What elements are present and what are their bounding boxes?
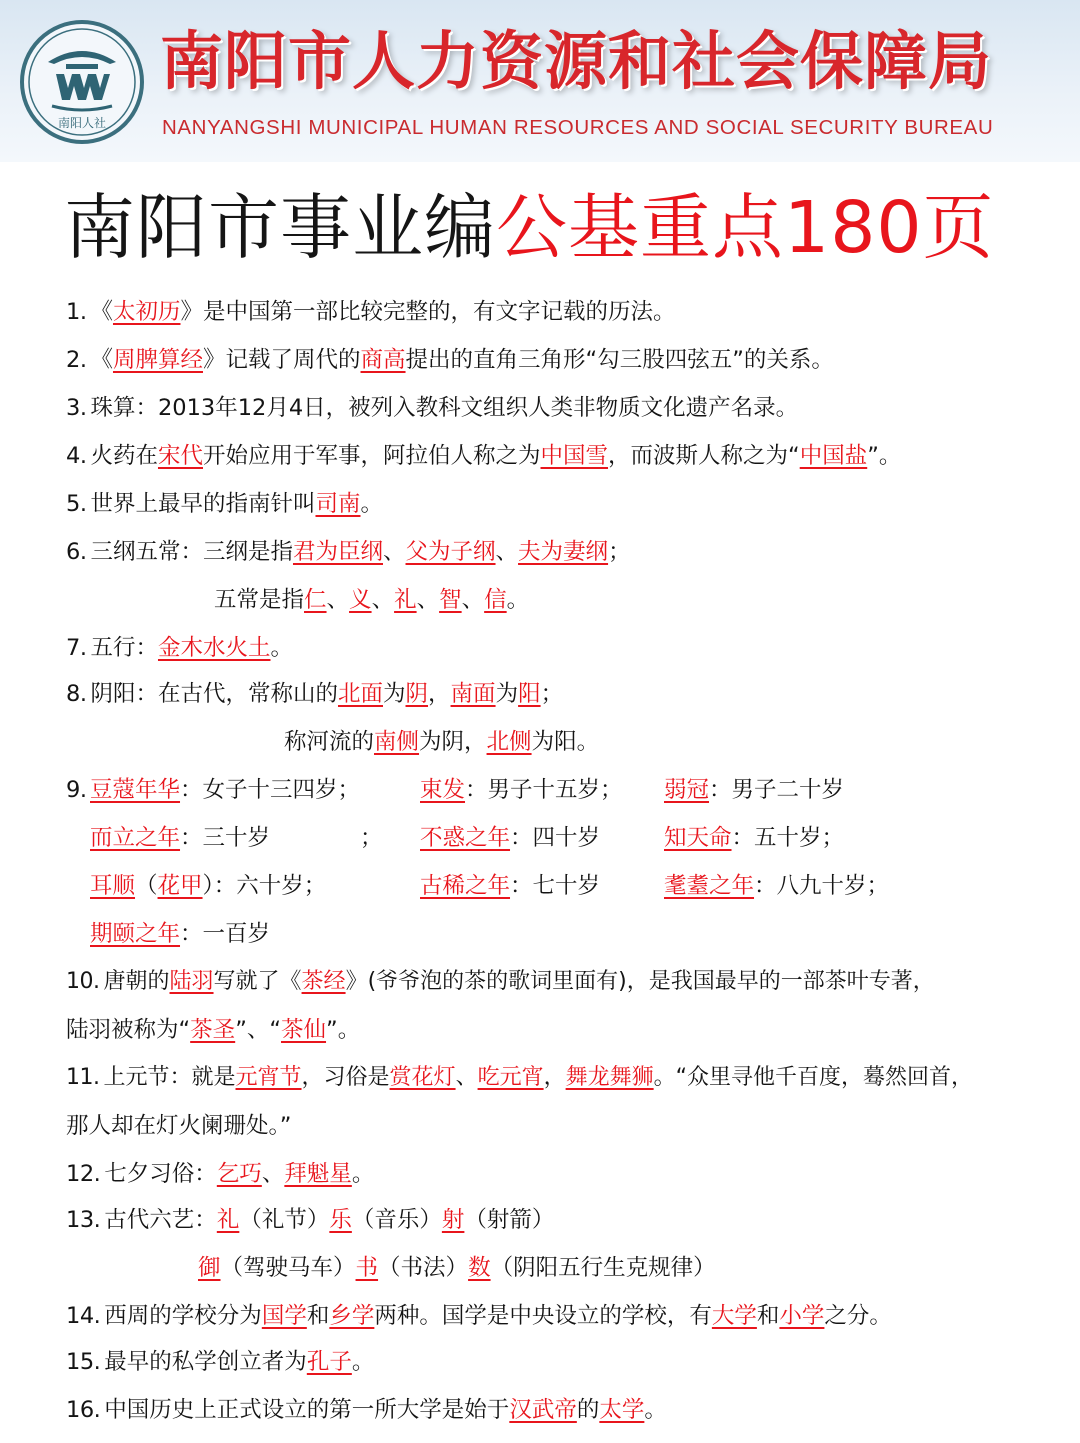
item-text: 提出的直角三角形“勾三股四弦五”的关系。 [405, 347, 834, 373]
item-text: 、 [371, 587, 395, 613]
key-term: 茶仙 [281, 1017, 327, 1043]
item-text: ； [608, 539, 631, 565]
key-term: 礼 [216, 1207, 240, 1233]
item-text: ：男子二十岁 [709, 777, 845, 803]
item-number: 12. [66, 1161, 101, 1187]
item-text: （驾驶马车） [220, 1255, 356, 1281]
item-number: 3. [66, 395, 87, 421]
item-number: 5. [66, 491, 87, 517]
item-text: ”。 [326, 1017, 361, 1043]
key-term: 小学 [779, 1303, 825, 1329]
key-term: 中国盐 [799, 443, 868, 469]
key-term: 茶圣 [190, 1017, 236, 1043]
key-term: 信 [484, 587, 507, 613]
list-item [66, 1200, 554, 1240]
key-term: 司南 [315, 491, 361, 517]
item-text: （礼节） [239, 1207, 330, 1233]
item-text: 写就了《 [213, 969, 302, 994]
key-term: 乡学 [329, 1303, 375, 1329]
key-term: 元宵节 [235, 1065, 302, 1090]
list-item-continued [66, 1010, 360, 1050]
item-text: ：三十岁 [180, 825, 271, 851]
item-text: 。 [360, 491, 384, 517]
key-term: 乞巧 [216, 1161, 262, 1187]
item-text: 珠算：2013年12月4日，被列入教科文组织人类非物质文化遗产名录。 [90, 395, 799, 421]
list-item-continued [198, 1248, 716, 1288]
title-part-black: 南阳市事业编 [64, 186, 497, 269]
item-number: 14. [66, 1303, 101, 1329]
key-term: 宋代 [157, 443, 203, 469]
key-term: 太初历 [112, 299, 181, 325]
list-item [66, 340, 834, 380]
age-term [656, 866, 889, 906]
item-text: 、 [261, 1161, 285, 1187]
item-text: 、 [383, 539, 406, 565]
key-term: 数 [468, 1255, 491, 1281]
item-number: 16. [66, 1397, 101, 1423]
key-term: 南侧 [374, 729, 420, 755]
item-text: 三纲五常：三纲是指 [90, 539, 293, 565]
key-term: 国学 [261, 1303, 307, 1329]
list-item [66, 674, 563, 714]
age-term [420, 866, 600, 906]
key-term: 太学 [599, 1397, 645, 1423]
key-term: 束发 [420, 777, 466, 803]
key-term: 期颐之年 [90, 921, 181, 947]
item-text: ，习俗是 [301, 1065, 390, 1090]
item-text: 最早的私学创立者为 [104, 1349, 307, 1375]
key-term: 夫为妻纲 [518, 539, 609, 565]
item-text: 《 [90, 299, 113, 325]
item-text: 七夕习俗： [104, 1161, 217, 1187]
item-number: 9. [66, 777, 87, 803]
key-term: 阴 [405, 681, 429, 707]
key-term: 而立之年 [90, 825, 181, 851]
list-item-continued [66, 1106, 291, 1146]
age-term [420, 770, 623, 810]
item-text: 、 [461, 587, 485, 613]
key-term: 乐 [329, 1207, 352, 1233]
item-text: 、 [416, 587, 440, 613]
item-text: ； [540, 681, 564, 707]
org-name: 南阳市人力资源和社会保障局 [160, 25, 992, 98]
item-text: 两种。国学是中央设立的学校，有 [374, 1303, 712, 1329]
item-text: 为阳。 [531, 729, 600, 755]
key-term: 商高 [360, 347, 406, 373]
item-text: 陆羽被称为“ [66, 1017, 191, 1043]
item-text: ； [360, 825, 383, 851]
key-term: 御 [198, 1255, 221, 1281]
item-text: 为 [495, 681, 519, 707]
age-term [664, 770, 844, 810]
key-term: 汉武帝 [509, 1397, 577, 1423]
key-term: 北侧 [486, 729, 532, 755]
key-term: 君为臣纲 [292, 539, 383, 565]
key-term: 陆羽 [169, 969, 214, 994]
key-term: 阳 [518, 681, 541, 707]
key-term: 孔子 [306, 1349, 352, 1375]
key-term: 仁 [304, 587, 327, 613]
item-text: ， [543, 1065, 566, 1090]
item-text: 唐朝的 [103, 969, 170, 994]
list-item-continued [214, 580, 529, 620]
item-number: 1. [66, 299, 87, 325]
list-item [66, 532, 631, 572]
age-term [420, 818, 600, 858]
list-item [66, 484, 383, 524]
item-text: （阴阳五行生克规律） [490, 1255, 716, 1281]
item-text: 阴阳：在古代，常称山的 [90, 681, 338, 707]
item-text: 《 [90, 347, 113, 373]
list-item [66, 1154, 374, 1194]
item-text: 、 [455, 1065, 478, 1090]
key-term: 父为子纲 [405, 539, 496, 565]
item-text: 古代六艺： [104, 1207, 217, 1233]
item-text: 。 [506, 587, 530, 613]
page-title [64, 178, 995, 278]
list-item [66, 1342, 374, 1382]
org-name-en: NANYANGSHI MUNICIPAL HUMAN RESOURCES AND SOCIAL SECURITY BUREAU [162, 116, 994, 139]
key-term: 知天命 [664, 825, 732, 851]
item-text: 》是中国第一部比较完整的，有文字记载的历法。 [180, 299, 676, 325]
item-text: 为阴， [419, 729, 487, 755]
item-text: ：男子十五岁； [465, 777, 623, 803]
item-text: 中国历史上正式设立的第一所大学是始于 [104, 1397, 510, 1423]
item-text: 和 [306, 1303, 330, 1329]
item-text: ：七十岁 [510, 873, 601, 899]
item-text: （书法） [378, 1255, 469, 1281]
item-text: ”。 [867, 443, 902, 469]
key-term: 智 [439, 587, 462, 613]
age-term [664, 818, 844, 858]
item-text: 火药在 [90, 443, 158, 469]
age-term [90, 770, 360, 810]
item-text: 的 [576, 1397, 600, 1423]
item-text: 称河流的 [284, 729, 375, 755]
item-number: 2. [66, 347, 87, 373]
key-term: 大学 [711, 1303, 757, 1329]
logo-caption: 南阳人社 [57, 116, 106, 130]
item-text: ）：六十岁； [202, 873, 327, 899]
item-text: 五常是指 [214, 587, 305, 613]
item-text: （ [135, 873, 158, 899]
key-term: 射 [441, 1207, 465, 1233]
item-text: 五行： [90, 635, 158, 661]
header-banner [0, 0, 1080, 162]
age-term [90, 866, 326, 906]
item-number: 7. [66, 635, 87, 661]
item-number: 11. [66, 1065, 100, 1090]
key-term: 豆蔻年华 [90, 777, 181, 803]
item-text: 西周的学校分为 [104, 1303, 262, 1329]
bureau-logo [18, 18, 146, 146]
item-text: ， [428, 681, 451, 707]
item-text: 上元节：就是 [103, 1065, 236, 1090]
item-text: ：女子十三四岁； [180, 777, 361, 803]
age-terms-row-2 [66, 818, 1026, 858]
list-item [66, 1390, 667, 1430]
item-text: 》记载了周代的 [203, 347, 361, 373]
key-term: 金木水火土 [157, 635, 271, 661]
key-term: 吃元宵 [477, 1065, 544, 1090]
title-part-red: 公基重点180页 [496, 186, 995, 269]
list-item [66, 292, 676, 332]
key-term: 义 [349, 587, 372, 613]
key-term: 弱冠 [664, 777, 710, 803]
key-term: 茶经 [301, 969, 346, 994]
key-term: 北面 [337, 681, 383, 707]
item-text: 、 [326, 587, 350, 613]
key-term: 书 [355, 1255, 379, 1281]
key-term: 周脾算经 [112, 347, 203, 373]
key-term: 拜魁星 [284, 1161, 352, 1187]
age-term [90, 914, 270, 954]
key-term: 赏花灯 [389, 1065, 456, 1090]
item-text: ：四十岁 [510, 825, 601, 851]
item-text: 。“众里寻他千百度，蓦然回首， [653, 1065, 974, 1090]
age-terms-row-4 [66, 914, 1026, 954]
item-text: （音乐） [351, 1207, 442, 1233]
list-item [66, 962, 935, 1002]
key-term: 礼 [394, 587, 417, 613]
item-number: 10. [66, 969, 100, 994]
list-item [66, 436, 901, 476]
item-text: ：一百岁 [180, 921, 271, 947]
item-number: 4. [66, 443, 87, 469]
item-text: 。 [270, 635, 294, 661]
age-term [90, 818, 270, 858]
key-term: 中国雪 [540, 443, 609, 469]
list-item-continued [284, 722, 599, 762]
item-number: 8. [66, 681, 87, 707]
age-terms-row-1 [66, 770, 1026, 810]
list-item [66, 628, 293, 668]
key-term: 南面 [450, 681, 496, 707]
item-text: 、 [495, 539, 519, 565]
item-text: 那人却在灯火阑珊处。” [66, 1113, 292, 1139]
key-term: 耳顺 [90, 873, 136, 899]
item-number: 6. [66, 539, 87, 565]
item-text: ：八九十岁； [754, 873, 890, 899]
age-terms-row-3 [66, 866, 1026, 906]
item-text: 为 [383, 681, 406, 707]
key-term: 舞龙舞狮 [565, 1065, 654, 1090]
key-term: 不惑之年 [420, 825, 511, 851]
list-item [66, 1058, 973, 1098]
key-term: 花甲 [157, 873, 203, 899]
list-item [66, 388, 798, 428]
item-text: 世界上最早的指南针叫 [90, 491, 316, 517]
item-text: ：五十岁； [731, 825, 845, 851]
item-text: ”、“ [235, 1017, 282, 1043]
item-number: 15. [66, 1349, 101, 1375]
key-term: 耄耋之年 [664, 873, 755, 899]
item-number: 13. [66, 1207, 101, 1233]
item-text: 。 [351, 1349, 375, 1375]
item-text: （射箭） [464, 1207, 555, 1233]
item-text: 开始应用于军事，阿拉伯人称之为 [203, 443, 541, 469]
key-term: 古稀之年 [420, 873, 511, 899]
item-text: 》(爷爷泡的茶的歌词里面有)，是我国最早的一部茶叶专著， [345, 969, 935, 994]
item-text: 。 [351, 1161, 375, 1187]
item-text: 。 [644, 1397, 667, 1423]
item-text: 之分。 [824, 1303, 892, 1329]
item-text: 和 [756, 1303, 780, 1329]
item-text: ，而波斯人称之为“ [608, 443, 800, 469]
list-item [66, 1296, 892, 1336]
